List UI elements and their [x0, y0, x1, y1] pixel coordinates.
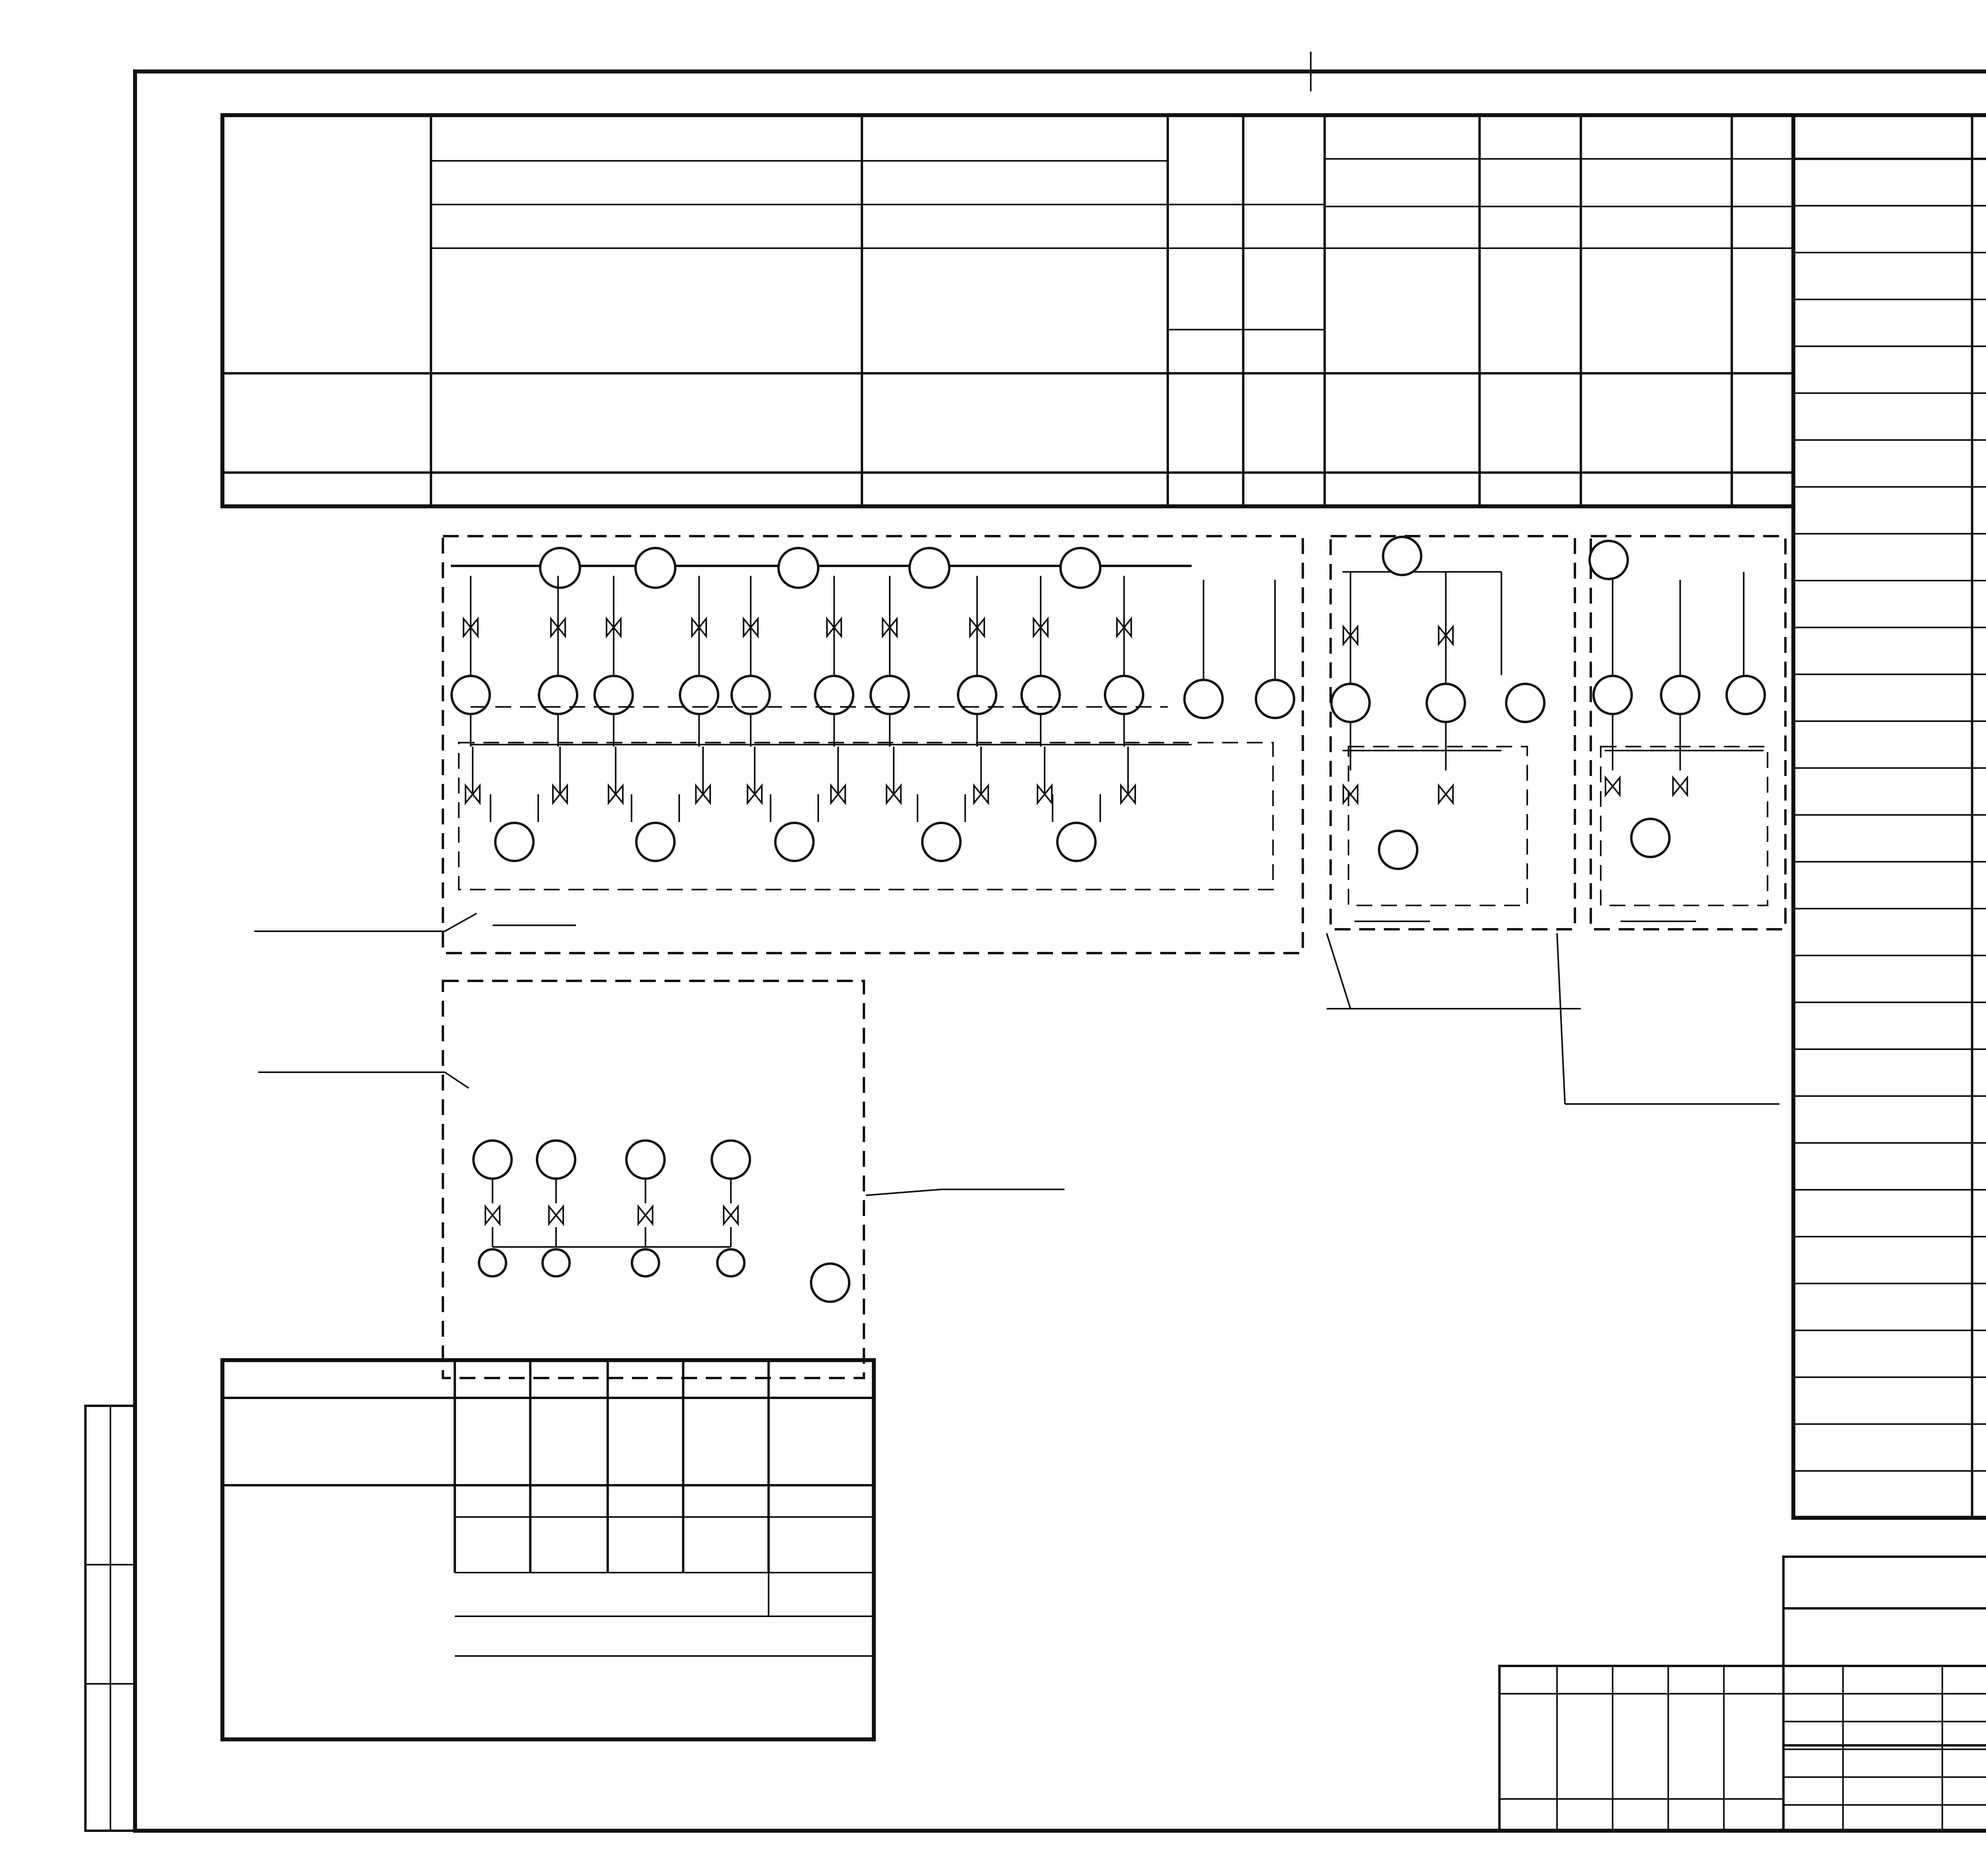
pi-circle [1727, 676, 1765, 714]
pi-circle [537, 1141, 575, 1179]
signature-area [1499, 1666, 1986, 1831]
pi-circle [1184, 680, 1223, 718]
block3-stand [1601, 747, 1768, 905]
nitrate-block-frame [443, 981, 864, 1378]
leader [866, 1189, 941, 1195]
converter-circle [1661, 676, 1699, 714]
valve-1 [638, 1206, 653, 1224]
pi-circle [712, 1141, 750, 1179]
converter-circle [595, 676, 633, 714]
converter-circle [871, 676, 909, 714]
converter-circle [452, 676, 490, 714]
block1-stand [459, 743, 1273, 890]
valve-2 [1605, 778, 1620, 795]
fi-circle [922, 823, 960, 861]
tapping-point [632, 1249, 659, 1276]
fe-circle [636, 548, 675, 588]
tapping-point [479, 1249, 506, 1276]
converter-circle [539, 676, 577, 714]
fi-circle [811, 1264, 849, 1302]
block3-frame [1591, 536, 1785, 929]
block2-stand [1348, 747, 1527, 905]
fi-circle [1379, 831, 1417, 869]
pi-circle [473, 1141, 512, 1179]
fi-circle [636, 823, 674, 861]
fi-circle [1631, 819, 1669, 857]
converter-circle [1331, 684, 1370, 722]
converter-circle [1022, 676, 1060, 714]
spec-table [1793, 115, 1986, 1518]
pi-circle [626, 1141, 665, 1179]
sheet-border [135, 71, 1986, 1831]
valve-2 [1673, 778, 1687, 795]
fi-circle [495, 823, 533, 861]
leader [1327, 933, 1350, 1009]
converter-circle [1427, 684, 1465, 722]
converter-circle [1594, 676, 1632, 714]
converter-circle [815, 676, 853, 714]
pi-circle [1256, 680, 1294, 718]
line-work [85, 24, 1986, 1831]
fe-circle [1061, 548, 1100, 588]
bottom-table [222, 1360, 874, 1739]
tapping-point [717, 1249, 744, 1276]
converter-circle [680, 676, 718, 714]
leader [445, 1072, 469, 1088]
block2-frame [1331, 536, 1575, 929]
fe-circle [779, 548, 818, 588]
valve-1 [485, 1206, 500, 1224]
valve-2 [1343, 786, 1358, 803]
leader [445, 913, 477, 931]
pi-circle [1506, 684, 1544, 722]
converter-circle [958, 676, 996, 714]
fe-circle [1383, 537, 1421, 575]
leader [1557, 933, 1565, 1104]
fi-circle [1057, 823, 1095, 861]
fi-circle [775, 823, 813, 861]
valve-2 [1439, 786, 1453, 803]
fe-circle [540, 548, 580, 588]
fe-circle [1590, 541, 1628, 579]
valve-1 [724, 1206, 738, 1224]
converter-circle [732, 676, 770, 714]
valve-1 [549, 1206, 563, 1224]
top-table [222, 115, 1793, 506]
converter-circle [1105, 676, 1143, 714]
tapping-point [543, 1249, 570, 1276]
fe-circle [910, 548, 949, 588]
